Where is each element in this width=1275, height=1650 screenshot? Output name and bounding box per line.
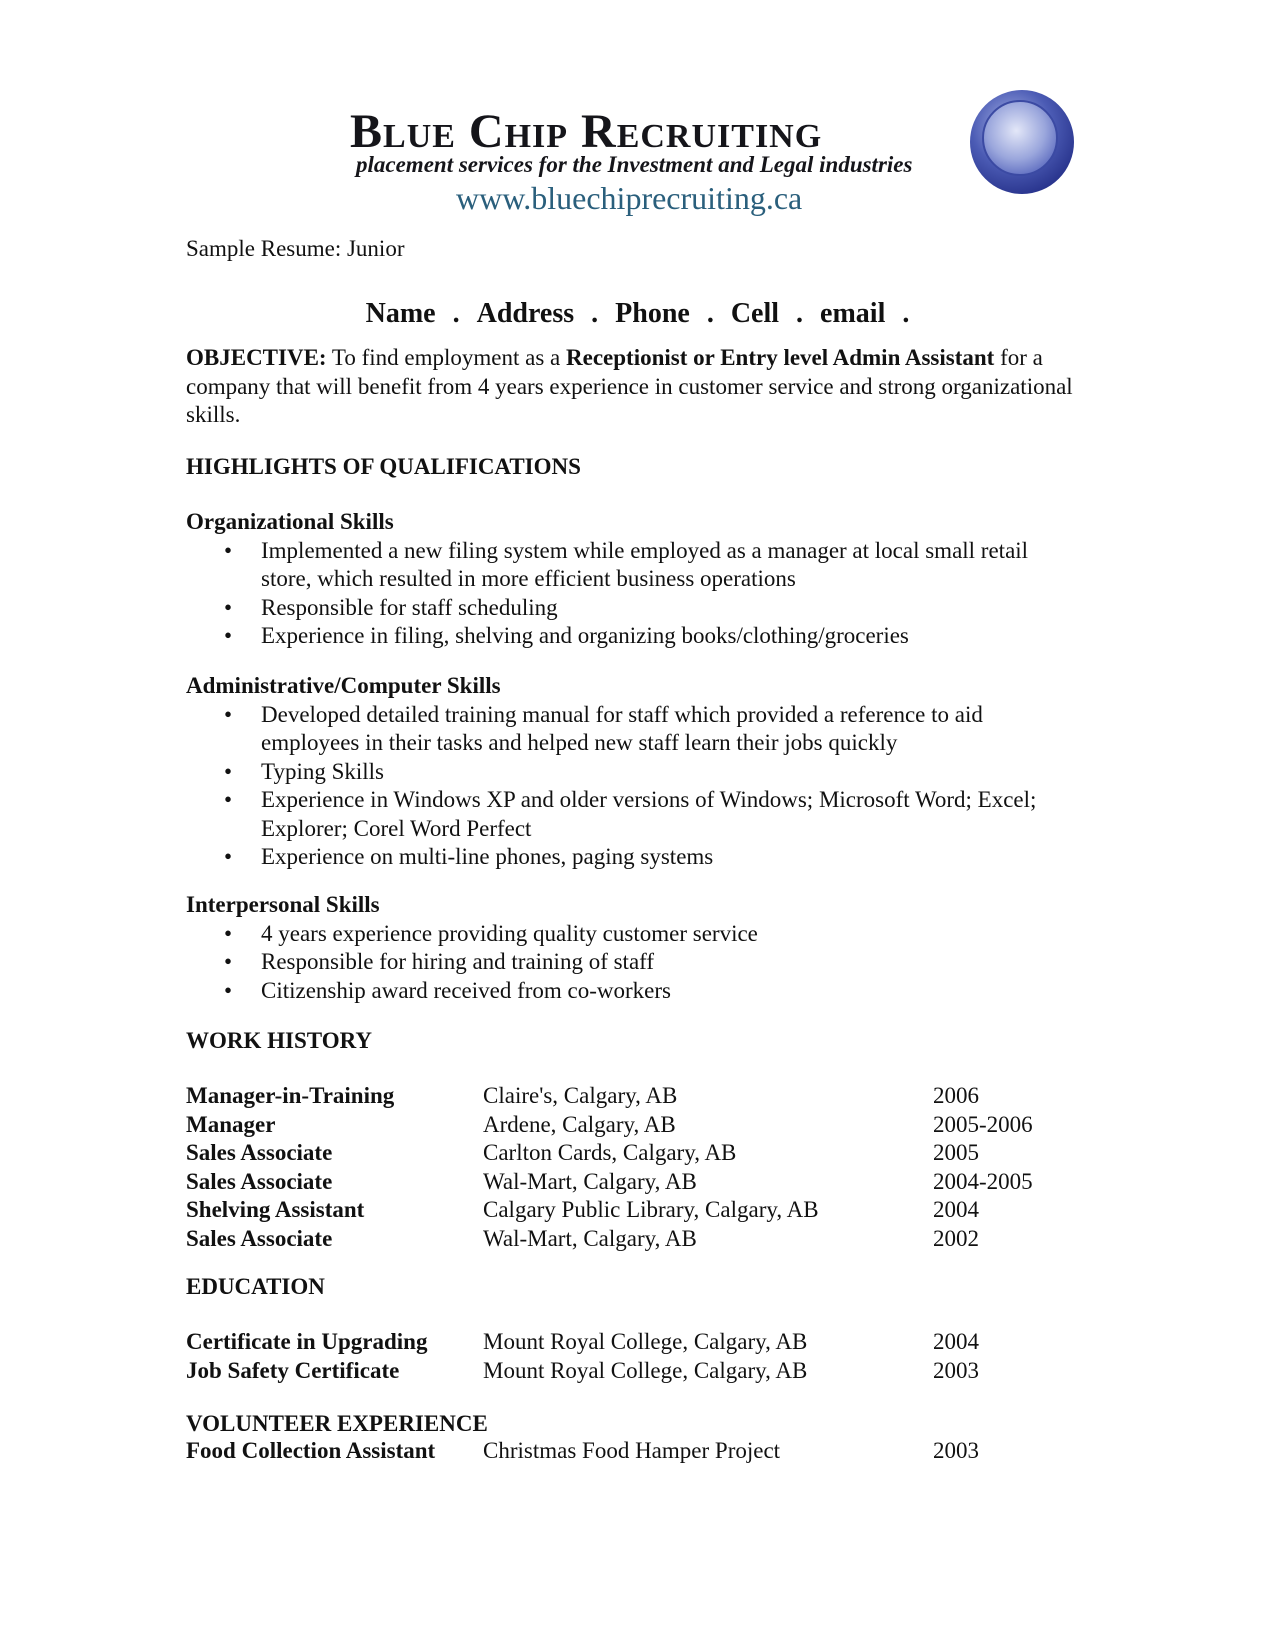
objective-label: OBJECTIVE: <box>186 345 327 370</box>
credential: Job Safety Certificate <box>186 1357 400 1383</box>
table-row <box>186 1437 1086 1466</box>
skill-group-title: Organizational Skills <box>186 509 394 534</box>
job-title: Sales Associate <box>186 1225 333 1251</box>
objective-section <box>186 344 1086 430</box>
employer: Claire's, Calgary, AB <box>483 1083 678 1108</box>
list-item: • Responsible for hiring and training of staff <box>186 948 1061 977</box>
employer: Wal-Mart, Calgary, AB <box>483 1225 697 1251</box>
brand-website: www.bluechiprecruiting.ca <box>456 180 803 216</box>
skill-group-organizational <box>186 508 1086 651</box>
table-row <box>186 1111 1086 1140</box>
work-history-heading: WORK HISTORY <box>186 1028 372 1053</box>
table-row <box>186 1082 1086 1111</box>
contact-separator: . <box>591 298 599 329</box>
list-item: • Implemented a new filing system while employed as a manager at local small retail store, which resulted in more efficient business operations <box>186 537 1061 594</box>
institution: Mount Royal College, Calgary, AB <box>483 1329 808 1354</box>
contact-address: Address <box>476 298 575 329</box>
brand-tagline: placement services for the Investment and Legal industries <box>356 152 913 177</box>
letterhead <box>0 0 1275 230</box>
contact-email: email <box>820 298 886 329</box>
contact-separator: . <box>796 298 804 329</box>
objective-text: To find employment as a <box>326 345 567 370</box>
list-item: • Developed detailed training manual for staff which provided a reference to aid employees in their tasks and helped new staff learn their jobs quickly <box>186 701 1061 758</box>
contact-name: Name <box>365 298 436 329</box>
list-item: • Experience in filing, shelving and organizing books/clothing/groceries <box>186 622 1061 651</box>
contact-separator: . <box>902 298 910 329</box>
years: 2006 <box>933 1083 979 1108</box>
work-history-table <box>186 1082 1086 1253</box>
contact-cell: Cell <box>730 298 780 329</box>
education-heading: EDUCATION <box>186 1274 325 1299</box>
list-item: • Experience in Windows XP and older versions of Windows; Microsoft Word; Excel; Explorer; Corel Word Perfect <box>186 786 1061 843</box>
employer: Wal-Mart, Calgary, AB <box>483 1168 697 1194</box>
employer: Calgary Public Library, Calgary, AB <box>483 1197 819 1222</box>
employer: Carlton Cards, Calgary, AB <box>483 1140 737 1165</box>
contact-separator: . <box>706 298 714 329</box>
list-item: • Citizenship award received from co-workers <box>186 977 1061 1006</box>
institution: Mount Royal College, Calgary, AB <box>483 1357 808 1383</box>
table-row <box>186 1168 1086 1197</box>
contact-line <box>0 298 1275 330</box>
years: 2004 <box>933 1197 979 1222</box>
years: 2005-2006 <box>933 1111 1033 1137</box>
highlights-heading: HIGHLIGHTS OF QUALIFICATIONS <box>186 454 581 479</box>
volunteer-heading: VOLUNTEER EXPERIENCE <box>186 1411 488 1436</box>
skill-group-interpersonal <box>186 891 1086 1005</box>
skill-group-title: Interpersonal Skills <box>186 892 380 917</box>
skill-list <box>186 920 1086 1006</box>
volunteer-table <box>186 1437 1086 1466</box>
volunteer-organization: Christmas Food Hamper Project <box>483 1438 781 1463</box>
years: 2004-2005 <box>933 1168 1033 1194</box>
contact-phone: Phone <box>615 298 690 329</box>
contact-separator: . <box>452 298 460 329</box>
skill-group-administrative <box>186 672 1086 872</box>
blue-orb-logo-icon <box>968 88 1076 196</box>
skill-group-title: Administrative/Computer Skills <box>186 673 501 698</box>
table-row <box>186 1225 1086 1254</box>
job-title: Shelving Assistant <box>186 1197 365 1222</box>
list-item: • Responsible for staff scheduling <box>186 594 1061 623</box>
credential: Certificate in Upgrading <box>186 1329 428 1354</box>
brand-name: Blue Chip Recruiting <box>350 105 823 158</box>
table-row <box>186 1328 1086 1357</box>
job-title: Sales Associate <box>186 1168 333 1194</box>
job-title: Manager <box>186 1111 276 1137</box>
job-title: Sales Associate <box>186 1140 333 1165</box>
table-row <box>186 1139 1086 1168</box>
skill-list <box>186 537 1086 651</box>
document-label: Sample Resume: Junior <box>186 236 405 261</box>
years: 2003 <box>933 1357 979 1383</box>
years: 2002 <box>933 1225 979 1251</box>
years: 2004 <box>933 1329 979 1354</box>
list-item: • Typing Skills <box>186 758 1061 787</box>
table-row <box>186 1196 1086 1225</box>
list-item: • Experience on multi-line phones, paging systems <box>186 843 1061 872</box>
education-table <box>186 1328 1086 1385</box>
years: 2005 <box>933 1140 979 1165</box>
objective-text: for a company that will benefit from 4 years experience in customer service and strong organizational skills. <box>186 345 1073 427</box>
list-item: • 4 years experience providing quality customer service <box>186 920 1061 949</box>
years: 2003 <box>933 1438 979 1463</box>
table-row <box>186 1357 1086 1386</box>
employer: Ardene, Calgary, AB <box>483 1111 676 1137</box>
volunteer-role: Food Collection Assistant <box>186 1438 436 1463</box>
skill-list <box>186 701 1086 872</box>
job-title: Manager-in-Training <box>186 1083 395 1108</box>
objective-role: Receptionist or Entry level Admin Assistant <box>566 345 995 370</box>
